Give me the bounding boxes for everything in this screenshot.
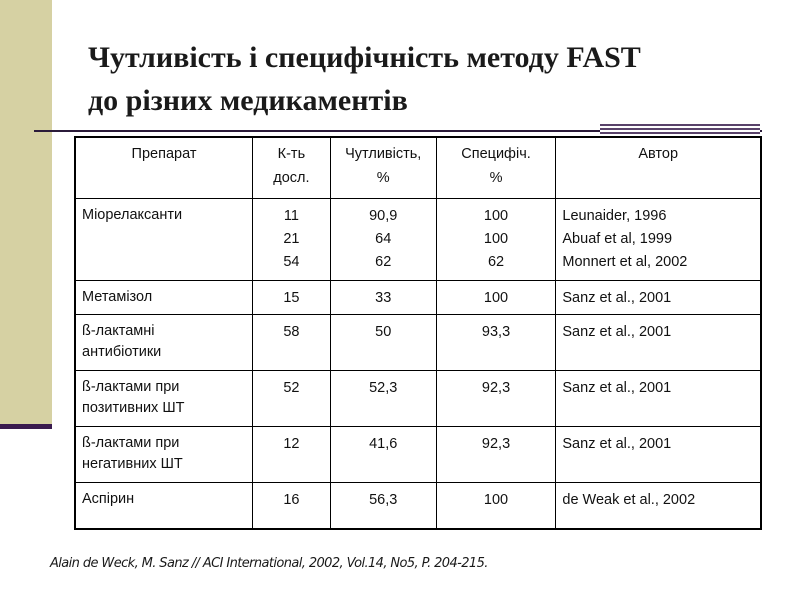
table-row	[75, 199, 761, 281]
cell-count: 58	[253, 315, 331, 371]
table-header-row	[75, 137, 761, 199]
cell-author: Sanz et al., 2001	[556, 315, 761, 371]
header-specificity: Специфіч. %	[436, 137, 556, 199]
header-sensitivity: Чутливість, %	[330, 137, 436, 199]
header-count: К-ть досл.	[253, 137, 331, 199]
header-author: Автор	[556, 137, 761, 199]
cell-drug: Аспірин	[75, 483, 253, 529]
cell-sensitivity: 90,9 64 62	[330, 199, 436, 281]
cell-author: Sanz et al., 2001	[556, 281, 761, 315]
drug-sensitivity-table	[74, 136, 762, 530]
cell-sensitivity: 41,6	[330, 427, 436, 483]
cell-drug: Метамізол	[75, 281, 253, 315]
cell-drug: ß-лактами при позитивних ШТ	[75, 371, 253, 427]
cell-specificity: 100	[436, 281, 556, 315]
cell-author: de Weak et al., 2002	[556, 483, 761, 529]
cell-specificity: 93,3	[436, 315, 556, 371]
cell-specificity: 100 100 62	[436, 199, 556, 281]
cell-sensitivity: 52,3	[330, 371, 436, 427]
cell-author: Sanz et al., 2001	[556, 371, 761, 427]
table-row	[75, 483, 761, 529]
cell-drug: ß-лактамні антибіотики	[75, 315, 253, 371]
source-citation: Alain de Weck, M. Sanz // ACI International, 2002, Vol.14, No5, P. 204-215.	[50, 556, 488, 571]
cell-specificity: 92,3	[436, 427, 556, 483]
cell-sensitivity: 56,3	[330, 483, 436, 529]
table-row	[75, 281, 761, 315]
table-row	[75, 371, 761, 427]
header-drug: Препарат	[75, 137, 253, 199]
cell-count: 52	[253, 371, 331, 427]
decorative-side-bar	[0, 0, 52, 428]
cell-drug: Міорелаксанти	[75, 199, 253, 281]
slide-title-line-1: Чутливість і специфічність методу FAST	[88, 41, 641, 74]
slide-title	[88, 36, 778, 122]
cell-count: 16	[253, 483, 331, 529]
table-row	[75, 427, 761, 483]
cell-specificity: 100	[436, 483, 556, 529]
cell-count: 11 21 54	[253, 199, 331, 281]
slide-title-line-2: до різних медикаментів	[88, 84, 408, 117]
cell-specificity: 92,3	[436, 371, 556, 427]
cell-author: Leunaider, 1996 Abuaf et al, 1999 Monnert et al, 2002	[556, 199, 761, 281]
cell-count: 12	[253, 427, 331, 483]
table-row	[75, 315, 761, 371]
cell-sensitivity: 33	[330, 281, 436, 315]
cell-author: Sanz et al., 2001	[556, 427, 761, 483]
cell-sensitivity: 50	[330, 315, 436, 371]
decorative-side-bar-line	[0, 424, 52, 429]
cell-count: 15	[253, 281, 331, 315]
cell-drug: ß-лактами при негативних ШТ	[75, 427, 253, 483]
